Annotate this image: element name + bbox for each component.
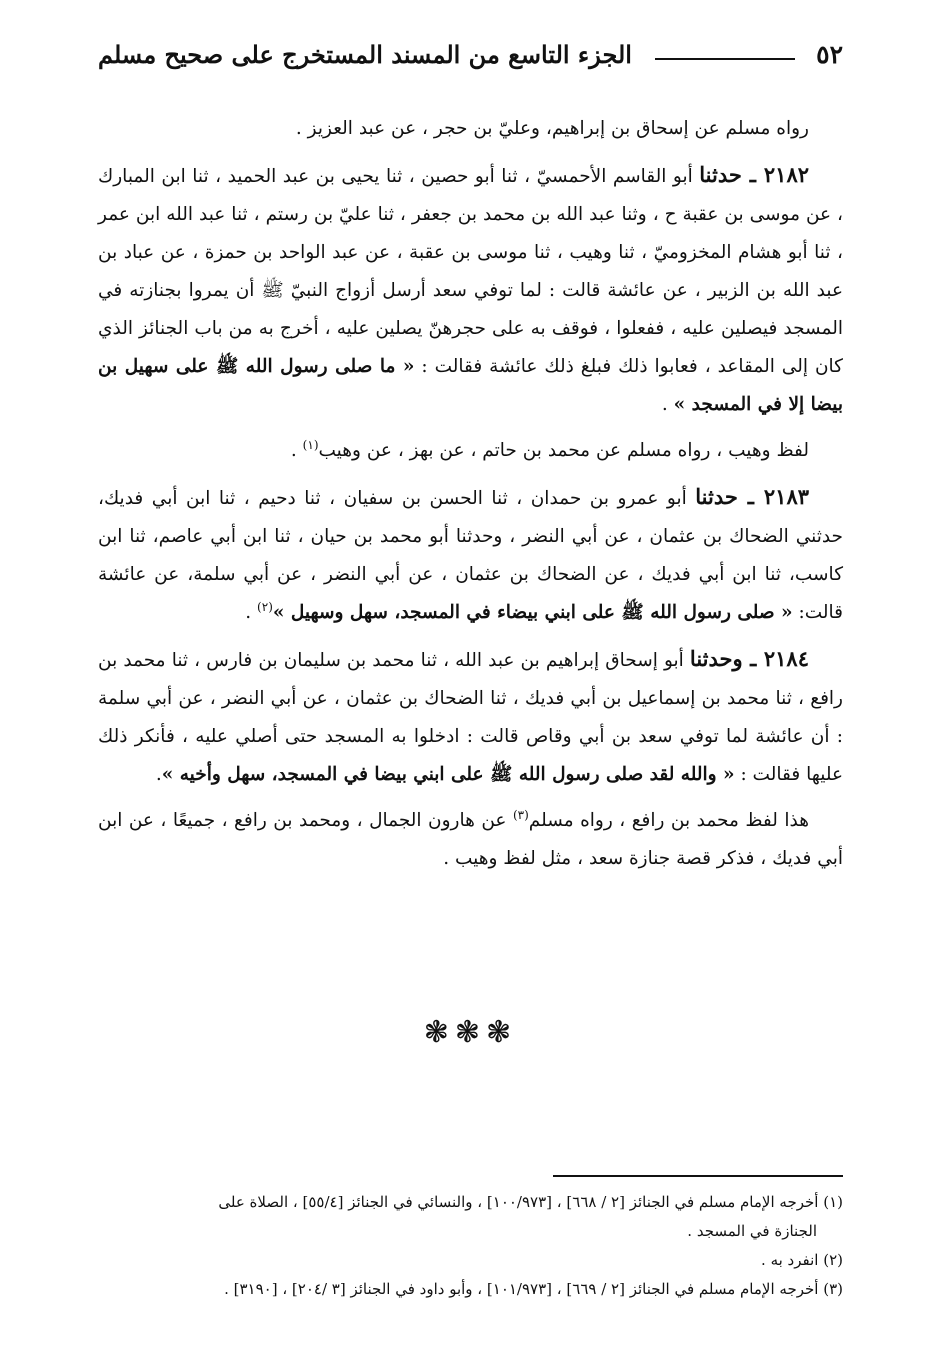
page-header (98, 40, 843, 80)
paragraph-2-end: . (290, 440, 303, 461)
hadith-2182-end: . (661, 394, 674, 415)
hadith-2184-end: . (155, 764, 162, 785)
section-ornament: ❃❃❃ (423, 1015, 518, 1050)
paragraph-0-text: رواه مسلم عن إسحاق بن إبراهيم، وعليّ بن حجر ، عن عبد العزيز . (295, 118, 809, 139)
hadith-2184-quote: « والله لقد صلى رسول الله ﷺ على ابني بيضا في المسجد، سهل وأخيه » (161, 764, 735, 785)
footnote-1-continuation: الجنازة في المسجد . (687, 1222, 817, 1240)
header-rule (655, 58, 795, 60)
footnote-1-text: أخرجه الإمام مسلم في الجنائز [٢ / ٦٦٨] ، [١٠٠/٩٧٣] ، والنسائي في الجنائز [٥٥/٤] ، الصلاة على (218, 1193, 824, 1211)
paragraph-5-text-b: عن هارون الجمال ، ومحمد بن رافع ، جميعًا ، عن ابن أبي فديك ، فذكر قصة جنازة سعد ، مثل لفظ وهيب . (98, 810, 843, 869)
hadith-2182-text: أبو القاسم الأحمسيّ ، ثنا أبو حصين ، ثنا يحيى بن عبد الحميد ، ثنا ابن المبارك ، عن موسى بن عقبة ح ، وثنا عبد الله بن محمد بن جعفر ، ثنا عليّ بن رستم ، ثنا عبد الله ابن عمر ، ثنا أبو هشام المخزوميّ ، ثنا وهيب ، ثنا موسى بن عقبة ، عن عبد الواحد بن حمزة ، عن عباد بن عبد الله بن الزبير ، عن عائشة قالت : لما توفي سعد أرسل أزواج النبيّ ﷺ أن يمروا بجنازته في المسجد فيصلين عليه ، ففعلوا ، فوقف به على حجرهنّ يصلين عليه ، أخرج به من باب الجنائز الذي كان إلى المقاعد ، فعابوا ذلك فبلغ ذلك عائشة فقالت : (98, 166, 843, 377)
running-title: الجزء التاسع من المسند المستخرج على صحيح مسلم (98, 40, 632, 69)
paragraph-2 (98, 432, 843, 470)
footnote-1-mark: (١) (823, 1193, 843, 1211)
hadith-2182-number: ٢١٨٢ ـ حدثنا (699, 162, 810, 187)
hadith-2183 (98, 478, 843, 632)
hadith-2183-text: أبو عمرو بن حمدان ، ثنا الحسن بن سفيان ، ثنا دحيم ، ثنا ابن أبي فديك، حدثني الضحاك بن عثمان ، عن أبي النضر ، وحدثنا أبو محمد بن حيان ، ثنا ابن أبي عاصم، ثنا ابن كاسب، ثنا ابن أبي فديك ، عن الضحاك بن عثمان ، عن أبي النضر ، عن أبي سلمة، عن عائشة قالت: (98, 488, 843, 623)
paragraph-2-text: لفظ وهيب ، رواه مسلم عن محمد بن حاتم ، عن بهز ، عن وهيب (318, 440, 809, 461)
footnote-2-mark: (٢) (823, 1251, 843, 1269)
hadith-2182 (98, 156, 843, 424)
paragraph-5-text-a: هذا لفظ محمد بن رافع ، رواه مسلم (528, 810, 809, 831)
footnote-2-text: انفرد به . (761, 1251, 824, 1269)
footnote-2 (98, 1246, 843, 1275)
hadith-2182-quote: « ما صلى رسول الله ﷺ على سهيل بن بيضا إلا في المسجد » (98, 356, 843, 415)
footnote-ref-1[interactable]: (١) (302, 437, 319, 452)
footnote-3 (98, 1275, 843, 1304)
footnote-ref-2[interactable]: (٢) (257, 599, 273, 614)
footnote-rule (553, 1175, 843, 1177)
paragraph-5 (98, 802, 843, 878)
hadith-2184-number: ٢١٨٤ ـ وحدثنا (689, 646, 809, 671)
page-number: ٥٢ (816, 40, 843, 69)
footnotes (98, 1188, 843, 1304)
hadith-2183-end: . (245, 602, 258, 623)
body-text (98, 110, 843, 886)
footnote-ref-3[interactable]: (٣) (512, 807, 529, 822)
paragraph-0 (98, 110, 843, 148)
hadith-2183-number: ٢١٨٣ ـ حدثنا (695, 484, 810, 509)
footnote-3-mark: (٣) (823, 1280, 843, 1298)
hadith-2184 (98, 640, 843, 794)
footnote-1 (98, 1188, 843, 1246)
hadith-2183-quote: « صلى رسول الله ﷺ على ابني بيضاء في المسجد، سهل وسهيل » (272, 602, 793, 623)
hadith-2184-text: أبو إسحاق إبراهيم بن عبد الله ، ثنا محمد بن سليمان بن فارس ، ثنا محمد بن رافع ، ثنا محمد بن إسماعيل بن أبي فديك ، ثنا الضحاك بن عثمان ، عن أبي النضر ، عن أبي سلمة : أن عائشة لما توفي سعد بن أبي وقاص قالت : ادخلوا به المسجد حتى أصلي عليه ، فأنكر ذلك عليها فقالت : (98, 650, 843, 785)
book-page (98, 30, 843, 1340)
footnote-3-text: أخرجه الإمام مسلم في الجنائز [٢ / ٦٦٩] ، [١٠١/٩٧٣] ، وأبو داود في الجنائز [٣ /٢٠٤] ، [٣١٩٠] . (224, 1280, 824, 1298)
